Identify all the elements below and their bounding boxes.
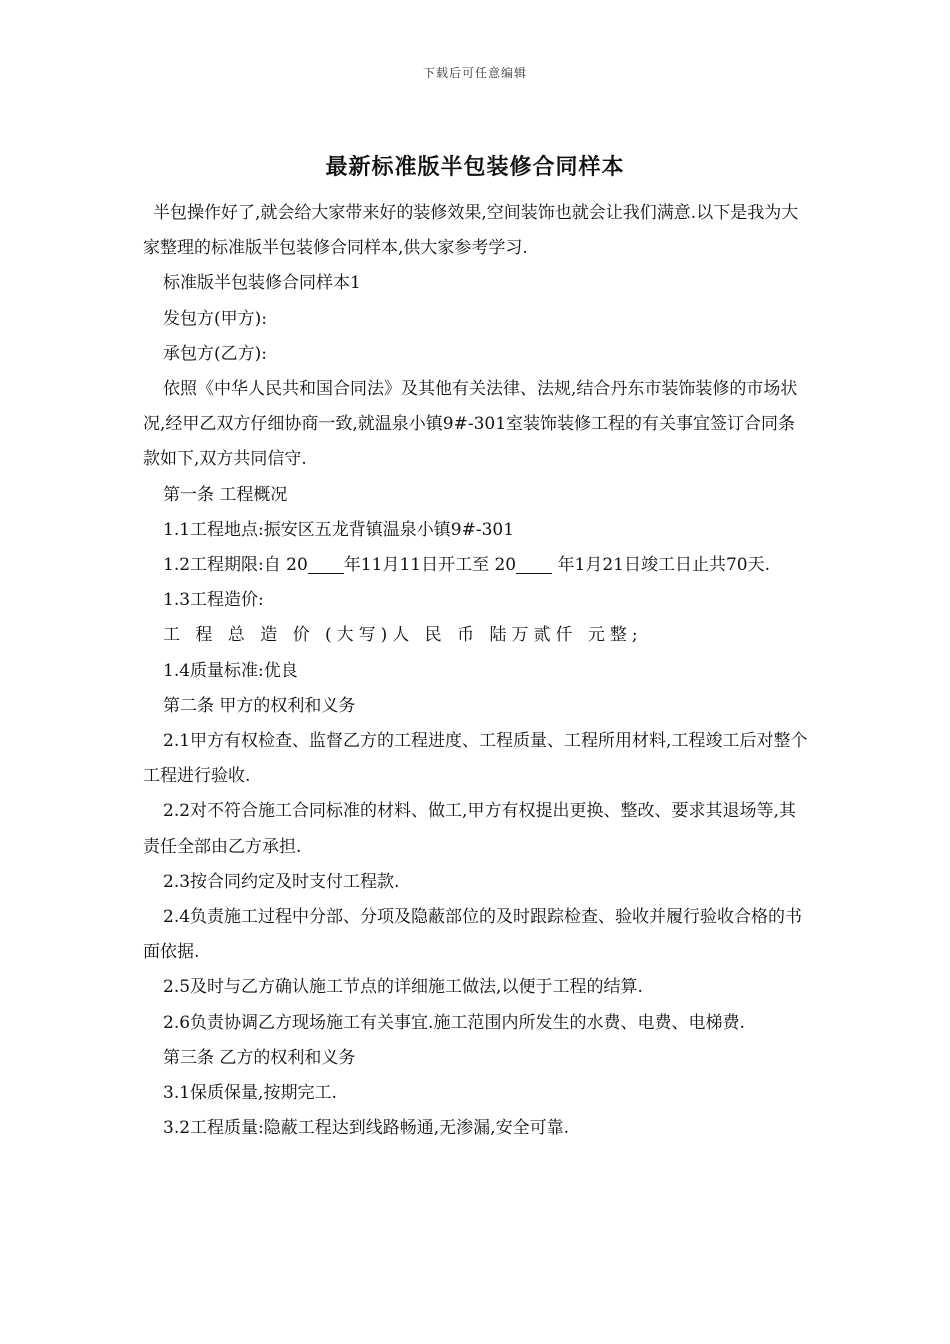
clause-2-1: 2.1甲方有权检查、监督乙方的工程进度、工程质量、工程所用材料,工程竣工后对整个工程进行验收.	[143, 731, 808, 787]
article-2-heading: 第二条 甲方的权利和义务	[163, 695, 356, 716]
clause-1-2-prefix: 1.2工程期限:自 20	[163, 555, 308, 576]
clause-2-2: 2.2对不符合施工合同标准的材料、做工,甲方有权提出更换、整改、要求其退场等,其责任全部由乙方承担.	[143, 801, 796, 857]
clause-3-2: 3.2工程质量:隐蔽工程达到线路畅通,无渗漏,安全可靠.	[163, 1118, 569, 1139]
clause-1-4: 1.4质量标准:优良	[163, 660, 298, 681]
header-note: 下载后可任意编辑	[422, 66, 527, 80]
year-blank-2	[516, 555, 552, 574]
document-title: 最新标准版半包装修合同样本	[325, 154, 625, 180]
year-blank-1	[308, 555, 344, 574]
intro-paragraph: 半包操作好了,就会给大家带来好的装修效果,空间装饰也就会让我们满意.以下是我为大家整理的标准版半包装修合同样本,供大家参考学习.	[143, 203, 799, 259]
clause-3-1: 3.1保质保量,按期完工.	[163, 1083, 337, 1104]
clause-1-2-middle: 年11月11日开工至 20	[343, 555, 517, 576]
clause-1-2-suffix: 年1月21日竣工日止共70天.	[552, 555, 771, 576]
clause-2-6: 2.6负责协调乙方现场施工有关事宜.施工范围内所发生的水费、电费、电梯费.	[163, 1012, 745, 1033]
clause-1-2	[143, 548, 808, 583]
clause-1-1: 1.1工程地点:振安区五龙背镇温泉小镇9#-301	[163, 519, 515, 540]
clause-2-4: 2.4负责施工过程中分部、分项及隐蔽部位的及时跟踪检查、验收并履行验收合格的书面依据.	[143, 907, 803, 963]
total-price-line: 工 程 总 造 价 (大写)人 民 币 陆万贰仟 元整;	[163, 625, 643, 646]
article-1-heading: 第一条 工程概况	[163, 484, 288, 505]
party-b-line: 承包方(乙方):	[163, 343, 267, 364]
sample-heading: 标准版半包装修合同样本1	[163, 273, 361, 294]
clause-2-3: 2.3按合同约定及时支付工程款.	[163, 871, 400, 892]
article-3-heading: 第三条 乙方的权利和义务	[163, 1047, 356, 1068]
party-a-line: 发包方(甲方):	[163, 308, 267, 329]
basis-paragraph: 依照《中华人民共和国合同法》及其他有关法律、法规,结合丹东市装饰装修的市场状况,经甲乙双方仔细协商一致,就温泉小镇9#-301室装饰装修工程的有关事宜签订合同条款如下,双方共同信守.	[143, 379, 798, 470]
clause-1-3: 1.3工程造价:	[163, 590, 264, 611]
clause-2-5: 2.5及时与乙方确认施工节点的详细施工做法,以便于工程的结算.	[163, 977, 643, 998]
document-body	[143, 196, 808, 1146]
